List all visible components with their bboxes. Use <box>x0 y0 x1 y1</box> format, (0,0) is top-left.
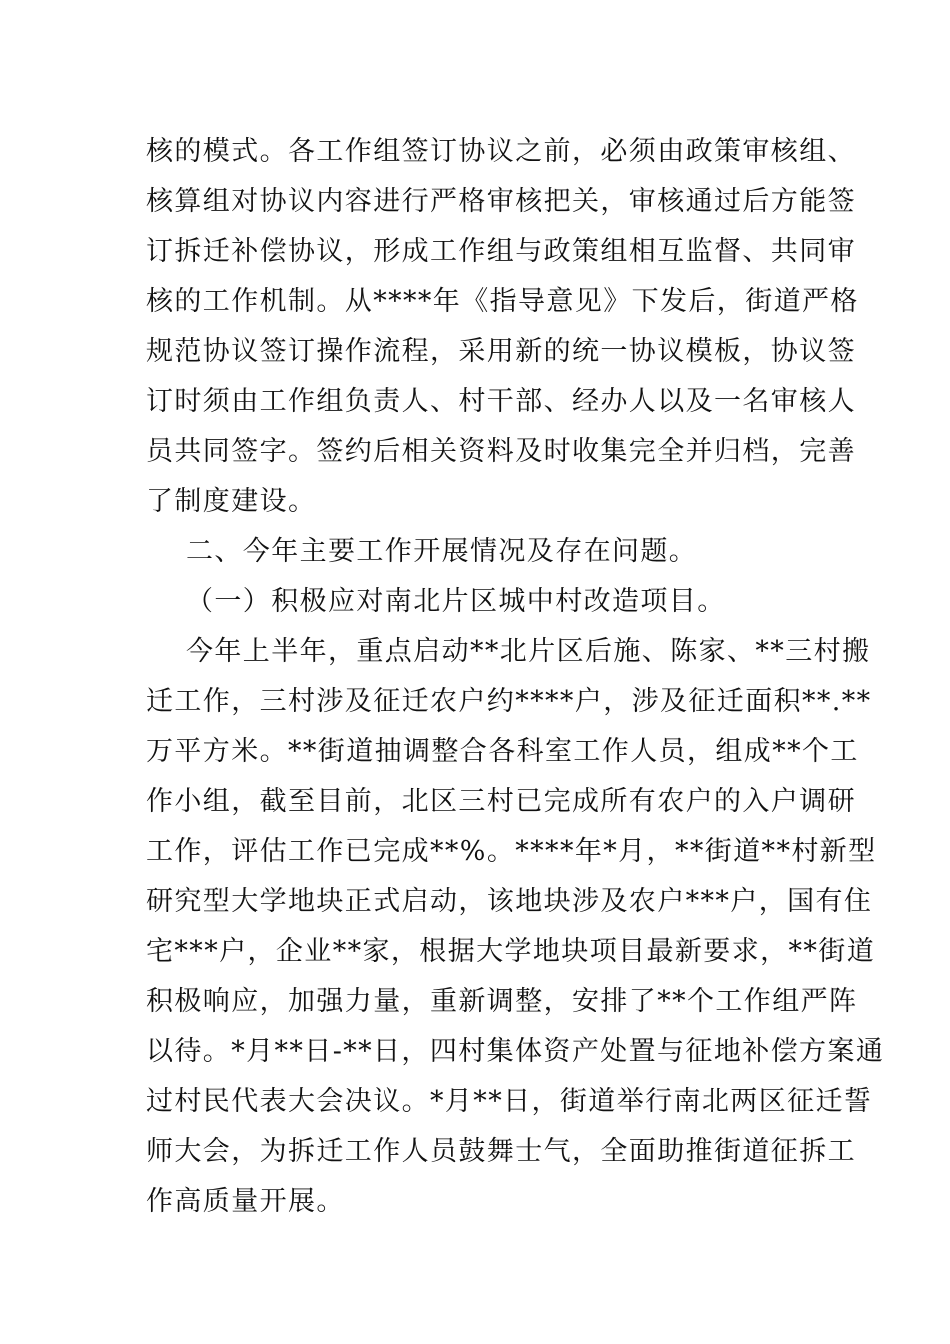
text-line: 迁工作，三村涉及征迁农户约****户，涉及征迁面积**.** <box>146 686 872 717</box>
text-line: 作高质量开展。 <box>146 1186 345 1217</box>
text-line: 了制度建设。 <box>146 486 317 517</box>
text-line: 万平方米。**街道抽调整合各科室工作人员，组成**个工 <box>146 736 859 767</box>
text-line: 规范协议签订操作流程，采用新的统一协议模板，协议签 <box>146 336 856 367</box>
text-line: 今年上半年，重点启动**北片区后施、陈家、**三村搬 <box>186 636 871 667</box>
section-heading: 二、今年主要工作开展情况及存在问题。 <box>186 536 698 567</box>
text-line: 以待。*月**日-**日，四村集体资产处置与征地补偿方案通 <box>146 1036 885 1067</box>
text-line: 核的工作机制。从****年《指导意见》下发后，街道严格 <box>146 286 859 317</box>
text-line: 工作，评估工作已完成**%。****年*月，**街道**村新型 <box>146 836 877 867</box>
text-line: 研究型大学地块正式启动，该地块涉及农户***户，国有住 <box>146 886 873 917</box>
text-line: 核算组对协议内容进行严格审核把关，审核通过后方能签 <box>146 186 856 217</box>
text-line: 核的模式。各工作组签订协议之前，必须由政策审核组、 <box>146 136 856 167</box>
text-line: 积极响应，加强力量，重新调整，安排了**个工作组严阵 <box>146 986 858 1017</box>
text-line: 作小组，截至目前，北区三村已完成所有农户的入户调研 <box>146 786 856 817</box>
text-line: 订拆迁补偿协议，形成工作组与政策组相互监督、共同审 <box>146 236 856 267</box>
text-line: 过村民代表大会决议。*月**日，街道举行南北两区征迁誓 <box>146 1086 873 1117</box>
text-line: 员共同签字。签约后相关资料及时收集完全并归档，完善 <box>146 436 856 467</box>
subsection-heading: （一）积极应对南北片区城中村改造项目。 <box>186 586 726 617</box>
text-line: 宅***户，企业**家，根据大学地块项目最新要求，**街道 <box>146 936 876 967</box>
text-line: 师大会，为拆迁工作人员鼓舞士气，全面助推街道征拆工 <box>146 1136 856 1167</box>
text-line: 订时须由工作组负责人、村干部、经办人以及一名审核人 <box>146 386 856 417</box>
